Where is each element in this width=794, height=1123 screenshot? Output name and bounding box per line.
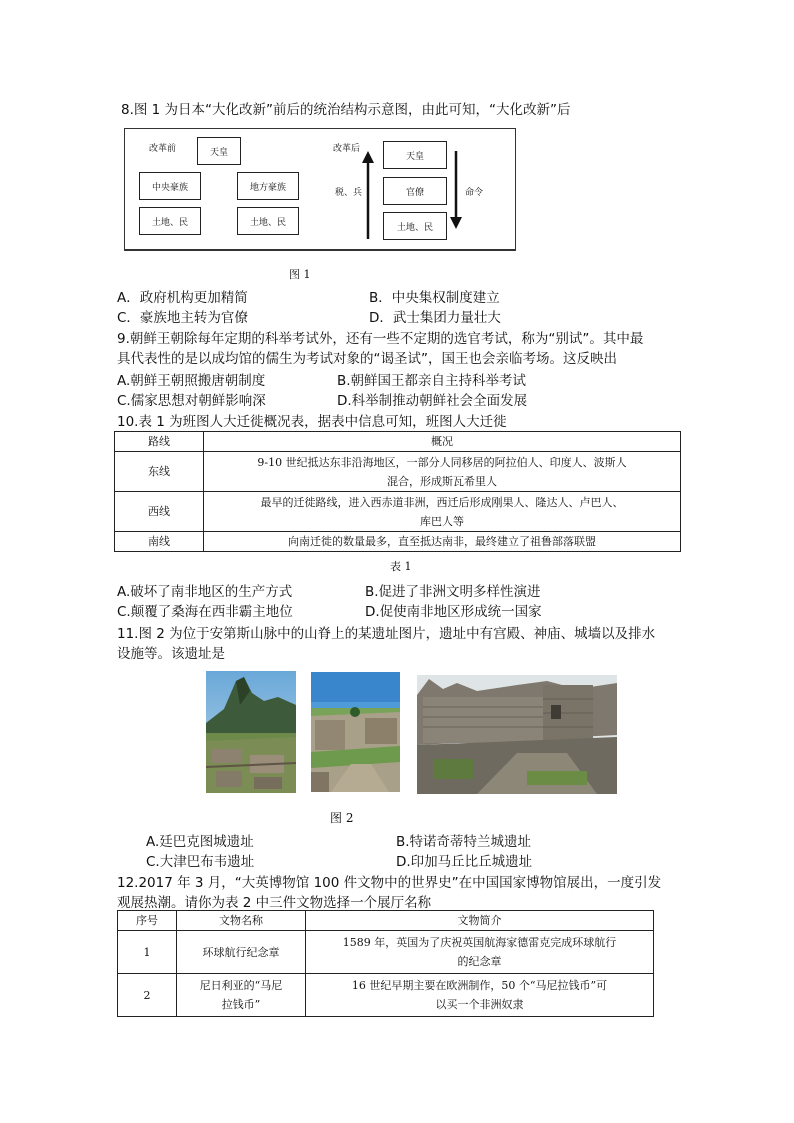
site-photo-2 bbox=[311, 672, 400, 792]
table-cell: 向南迁徙的数量最多，直至抵达南非，最终建立了祖鲁部落联盟 bbox=[204, 532, 681, 552]
before-emperor-box: 天皇 bbox=[197, 137, 241, 165]
figure-1-caption: 图 1 bbox=[289, 268, 311, 281]
q8-option-b[interactable]: B．中央集权制度建立 bbox=[369, 290, 500, 306]
table-cell: 2 bbox=[118, 974, 177, 1017]
table-1 bbox=[114, 431, 681, 552]
table-header: 文物名称 bbox=[177, 911, 306, 931]
land-people-box-1: 土地、民 bbox=[139, 207, 201, 235]
table-1-caption: 表 1 bbox=[390, 560, 412, 573]
q9-option-a[interactable]: A.朝鲜王朝照搬唐朝制度 bbox=[117, 373, 266, 389]
cell-line: 的纪念章 bbox=[457, 955, 502, 968]
upward-arrow-icon bbox=[361, 151, 375, 241]
q9-stem-line2: 具代表性的是以成均馆的儒生为考试对象的“谒圣试”，国王也会亲临考场。这反映出 bbox=[117, 351, 617, 367]
after-land-people-box: 土地、民 bbox=[383, 212, 447, 240]
q10-option-d[interactable]: D.促使南非地区形成统一国家 bbox=[365, 604, 542, 620]
cell-line: 尼日利亚的“马尼 bbox=[199, 979, 283, 992]
cell-line: 9-10 世纪抵达东非沿海地区，一部分人同移居的阿拉伯人、印度人、波斯人 bbox=[257, 455, 627, 469]
after-label: 改革后 bbox=[333, 144, 361, 154]
table-row bbox=[118, 974, 654, 1017]
q10-option-c[interactable]: C.颠覆了桑海在西非霸主地位 bbox=[117, 604, 293, 620]
downward-arrow-icon bbox=[449, 151, 463, 231]
q11-stem-line2: 设施等。该遗址是 bbox=[117, 646, 225, 662]
tax-label: 税、兵 bbox=[335, 188, 363, 198]
before-label: 改革前 bbox=[149, 144, 177, 154]
central-nobles-box: 中央豪族 bbox=[139, 172, 201, 200]
cell-line: 16 世纪早期主要在欧洲制作，50 个“马尼拉钱币”可 bbox=[351, 979, 608, 992]
table-row bbox=[118, 911, 654, 931]
table-cell: 环球航行纪念章 bbox=[177, 931, 306, 974]
q9-option-b[interactable]: B.朝鲜国王都亲自主持科举考试 bbox=[337, 373, 527, 389]
q11-option-c[interactable]: C.大津巴布韦遗址 bbox=[146, 854, 255, 870]
table-cell bbox=[306, 931, 654, 974]
q10-stem: 10.表 1 为班图人大迁徙概况表，据表中信息可知，班图人大迁徙 bbox=[117, 414, 507, 430]
table-row bbox=[115, 532, 681, 552]
table-header: 序号 bbox=[118, 911, 177, 931]
q9-stem-line1: 9.朝鲜王朝除每年定期的科举考试外，还有一些不定期的选官考试，称为“别试”。其中最 bbox=[117, 331, 644, 347]
site-photo-1 bbox=[206, 671, 296, 793]
table-row bbox=[115, 432, 681, 452]
land-people-box-2: 土地、民 bbox=[237, 207, 299, 235]
cell-line: 1589 年，英国为了庆祝英国航海家德雷克完成环球航行 bbox=[342, 936, 617, 949]
table-cell bbox=[204, 492, 681, 532]
q12-stem-line2: 观展热潮。请你为表 2 中三件文物选择一个展厅名称 bbox=[117, 895, 432, 911]
q11-option-b[interactable]: B.特诺奇蒂特兰城遗址 bbox=[396, 834, 532, 850]
table-row bbox=[115, 452, 681, 492]
officials-box: 官僚 bbox=[383, 177, 447, 205]
site-photo-3 bbox=[417, 675, 617, 794]
q8-option-c[interactable]: C．豪族地主转为官僚 bbox=[117, 310, 248, 326]
table-cell: 东线 bbox=[115, 452, 204, 492]
table-2 bbox=[117, 910, 654, 1017]
q8-stem: 8.图 1 为日本“大化改新”前后的统治结构示意图，由此可知，“大化改新”后 bbox=[121, 102, 571, 118]
table-cell bbox=[177, 974, 306, 1017]
table-cell bbox=[306, 974, 654, 1017]
table-header: 路线 bbox=[115, 432, 204, 452]
cell-line: 拉钱币” bbox=[221, 998, 261, 1011]
table-cell: 西线 bbox=[115, 492, 204, 532]
cell-line: 库巴人等 bbox=[420, 514, 464, 528]
table-header: 概况 bbox=[204, 432, 681, 452]
figure-2-caption: 图 2 bbox=[330, 811, 354, 825]
q8-option-a[interactable]: A．政府机构更加精简 bbox=[117, 290, 248, 306]
table-cell: 南线 bbox=[115, 532, 204, 552]
q12-stem-line1: 12.2017 年 3 月，“大英博物馆 100 件文物中的世界史”在中国国家博物馆展出，一度引发 bbox=[117, 875, 662, 891]
order-label: 命令 bbox=[465, 188, 484, 198]
q9-option-d[interactable]: D.科举制推动朝鲜社会全面发展 bbox=[337, 393, 528, 409]
q8-option-d[interactable]: D．武士集团力量壮大 bbox=[369, 310, 501, 326]
table-header: 文物简介 bbox=[306, 911, 654, 931]
q11-option-a[interactable]: A.廷巴克图城遗址 bbox=[146, 834, 254, 850]
after-emperor-box: 天皇 bbox=[383, 141, 447, 169]
table-row bbox=[115, 492, 681, 532]
q11-option-d[interactable]: D.印加马丘比丘城遗址 bbox=[396, 854, 533, 870]
q11-stem-line1: 11.图 2 为位于安第斯山脉中的山脊上的某遗址图片，遗址中有宫殿、神庙、城墙以及排水 bbox=[117, 626, 656, 642]
figure-1-diagram bbox=[124, 128, 516, 251]
cell-line: 最早的迁徙路线，进入西赤道非洲，西迁后形成刚果人、隆达人、卢巴人、 bbox=[260, 495, 624, 509]
table-row bbox=[118, 931, 654, 974]
cell-line: 以买一个非洲奴隶 bbox=[435, 998, 524, 1011]
q10-option-a[interactable]: A.破坏了南非地区的生产方式 bbox=[117, 584, 293, 600]
q10-option-b[interactable]: B.促进了非洲文明多样性演进 bbox=[365, 584, 541, 600]
local-nobles-box: 地方豪族 bbox=[237, 172, 299, 200]
q9-option-c[interactable]: C.儒家思想对朝鲜影响深 bbox=[117, 393, 266, 409]
table-cell bbox=[204, 452, 681, 492]
table-cell: 1 bbox=[118, 931, 177, 974]
cell-line: 混合，形成斯瓦希里人 bbox=[387, 474, 497, 488]
